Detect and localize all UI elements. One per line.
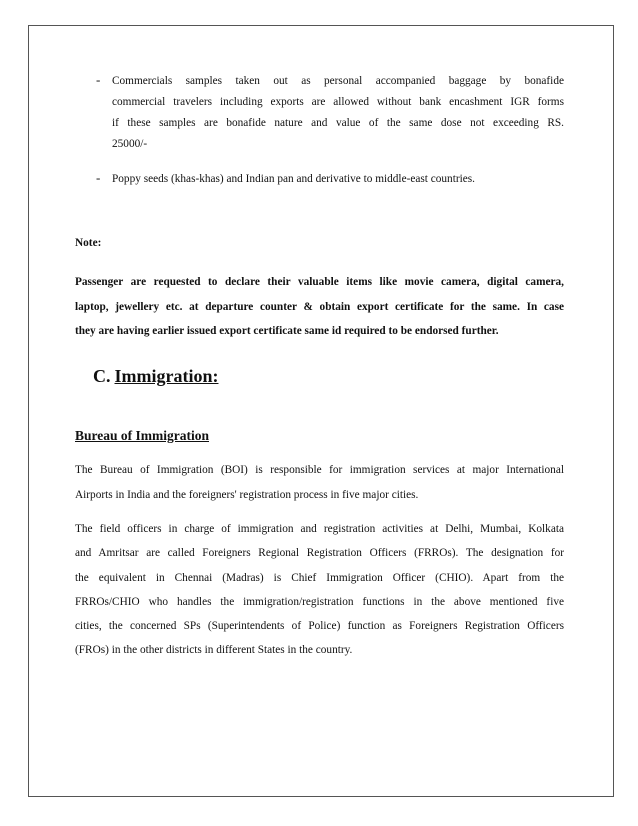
text-line: if these samples are bonafide nature and value of the same dose not exceeding RS. xyxy=(112,117,564,129)
text-line: Commercials samples taken out as personal accompanied baggage by bonafide xyxy=(112,75,564,87)
text-line: cities, the concerned SPs (Superintendents of Police) function as Foreigners Registration Officers xyxy=(75,620,564,633)
text-line: 25000/- xyxy=(112,138,148,150)
text-line: The field officers in charge of immigration and registration activities at Delhi, Mumbai, Kolkata xyxy=(75,523,564,535)
note-paragraph xyxy=(75,270,564,344)
text-line: FRROs/CHIO who handles the immigration/registration functions in the above mentioned five xyxy=(75,595,564,608)
section-letter: C. xyxy=(93,366,111,386)
section-title: Immigration: xyxy=(114,366,219,386)
text-line: the equivalent in Chennai (Madras) is Chief Immigration Officer (CHIO). Apart from the xyxy=(75,571,564,584)
paragraph-field-officers xyxy=(75,517,564,663)
bullet-item-commercial-samples xyxy=(112,71,564,155)
subsection-title: Bureau of Immigration xyxy=(75,428,209,443)
text-line: and Amritsar are called Foreigners Regional Registration Officers (FRROs). The designation for xyxy=(75,547,564,560)
section-heading xyxy=(93,366,218,387)
note-label: Note: xyxy=(75,237,102,249)
text-line: The Bureau of Immigration (BOI) is responsible for immigration services at major International xyxy=(75,464,564,476)
text-line: Airports in India and the foreigners' registration process in five major cities. xyxy=(75,488,419,501)
bullet-dash: - xyxy=(96,72,101,87)
bullet-dash: - xyxy=(96,170,101,185)
paragraph-boi xyxy=(75,458,564,507)
text-line: commercial travelers including exports are allowed without bank encashment IGR forms xyxy=(112,96,564,108)
text-line: laptop, jewellery etc. at departure counter & obtain export certificate for the same. In case xyxy=(75,300,564,313)
text-line: Poppy seeds (khas-khas) and Indian pan and derivative to middle-east countries. xyxy=(112,173,475,185)
text-line: Passenger are requested to declare their valuable items like movie camera, digital camera, xyxy=(75,276,564,288)
text-line: (FROs) in the other districts in different States in the country. xyxy=(75,644,353,657)
text-line: they are having earlier issued export certificate same id required to be endorsed further. xyxy=(75,325,499,337)
bullet-item-poppy-seeds xyxy=(112,169,564,190)
